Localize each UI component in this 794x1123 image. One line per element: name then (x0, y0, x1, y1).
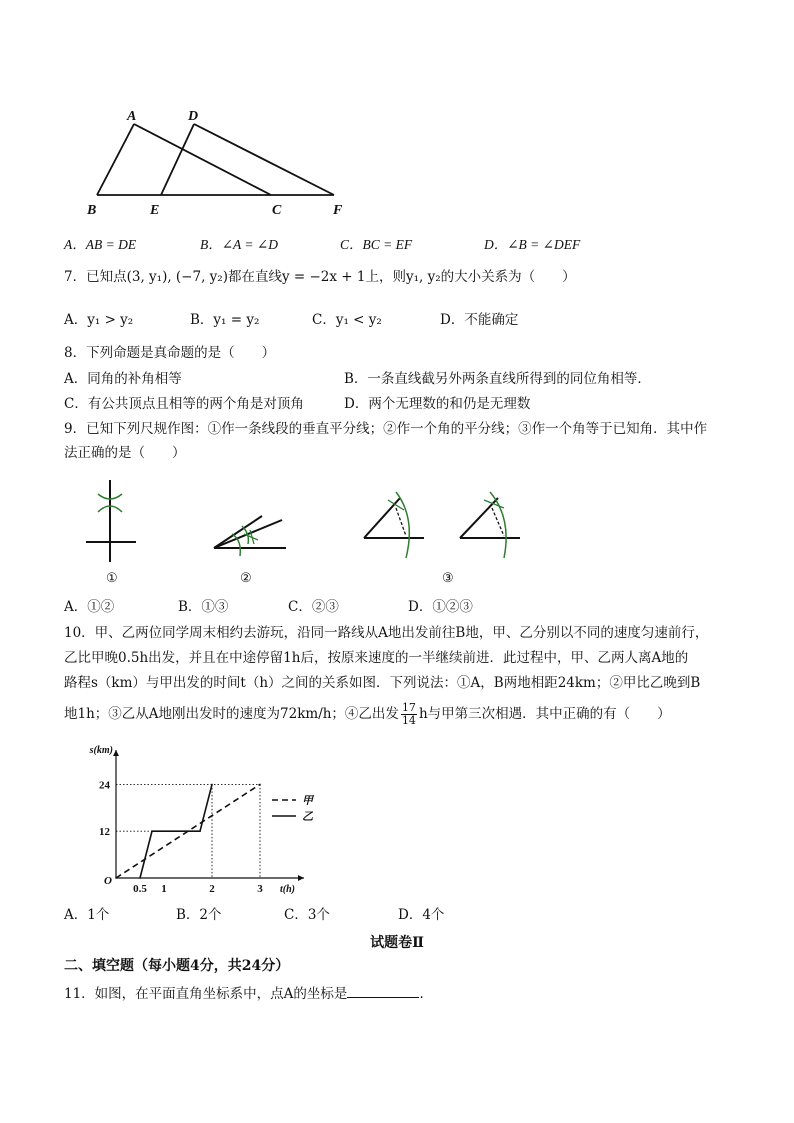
label-a: A (127, 109, 137, 124)
triangles-figure (84, 104, 354, 220)
q9-stem-line2: 法正确的是（ ） (64, 445, 186, 461)
q10-line4 (64, 702, 671, 727)
q8-option-a: A．同角的补角相等 (64, 371, 182, 387)
data-point (115, 877, 117, 879)
data-point (151, 830, 153, 832)
x-tick-label: 2 (209, 883, 215, 895)
origin-label: O (104, 875, 112, 887)
legend-label: 甲 (302, 795, 313, 807)
legend-label: 乙 (302, 811, 313, 823)
data-point (259, 784, 261, 786)
x-tick-label: 3 (257, 883, 263, 895)
q7-option-a: A．y₁ > y₂ (64, 312, 134, 328)
q11-stem (64, 983, 433, 1003)
x-tick-label: 0.5 (133, 883, 147, 895)
construction-label-3: ③ (442, 570, 454, 584)
y-tick-label: 24 (99, 779, 110, 792)
segment-df (194, 124, 334, 195)
q11-end: ． (419, 986, 433, 1002)
q8-option-d: D．两个无理数的和仍是无理数 (344, 396, 531, 412)
section-heading: 二、填空题（每小题4分，共24分） (64, 958, 290, 974)
construction-figure-2 (206, 494, 290, 584)
label-f: F (333, 203, 343, 218)
construction-label-1: ① (106, 570, 118, 584)
label-b: B (87, 203, 97, 218)
q10-frac-den: 14 (401, 714, 416, 727)
construction-label-2: ② (240, 570, 252, 584)
distance-time-chart (84, 742, 324, 898)
series-line-yi (140, 784, 212, 878)
data-point (199, 830, 201, 832)
q6-option-b: B．∠A = ∠D (200, 237, 278, 252)
q10-line4-post: h与甲第三次相遇．其中正确的有（ ） (418, 706, 671, 722)
label-e: E (150, 203, 160, 218)
q7-option-b: B．y₁ = y₂ (190, 312, 260, 328)
segment-ac (134, 124, 271, 195)
label-d: D (188, 109, 199, 124)
y-axis-label: s(km) (89, 745, 113, 756)
segment-ed (161, 124, 194, 195)
construction-figure-1 (80, 474, 150, 584)
q10-option-d: D．4个 (398, 907, 445, 923)
q8-option-b: B．一条直线截另外两条直线所得到的同位角相等． (344, 371, 651, 387)
q11-text: 11．如图，在平面直角坐标系中，点A的坐标是 (64, 986, 348, 1002)
q8-option-c: C．有公共顶点且相等的两个角是对顶角 (64, 396, 304, 412)
q6-option-a: A．AB = DE (64, 237, 137, 252)
q10-option-b: B．2个 (176, 907, 222, 923)
q9-option-d: D．①②③ (408, 599, 473, 615)
data-point (211, 784, 213, 786)
q10-frac-num: 17 (401, 701, 416, 714)
q6-option-c: C．BC = EF (340, 237, 413, 252)
q10-option-a: A．1个 (64, 907, 110, 923)
q7-option-d: D．不能确定 (440, 312, 519, 328)
q6-option-d: D．∠B = ∠DEF (484, 237, 581, 252)
q10-line4-pre: 地1h；③乙从A地刚出发时的速度为72km/h；④乙出发 (64, 706, 399, 722)
data-point (139, 877, 141, 879)
construction-figure-3 (358, 490, 538, 584)
q10-line1: 10．甲、乙两位同学周末相约去游玩，沿同一路线从A地出发前往B地，甲、乙分别以不同的速度匀速前行， (64, 625, 709, 641)
q10-line2: 乙比甲晚0.5h出发，并且在中途停留1h后，按原来速度的一半继续前进．此过程中，甲、乙两人离A地的 (64, 650, 689, 666)
q7-option-c: C．y₁ < y₂ (312, 312, 382, 328)
x-tick-label: 1 (161, 883, 167, 895)
q8-stem: 8．下列命题是真命题的是（ ） (64, 345, 276, 361)
segment-ab (97, 124, 134, 195)
x-axis-arrow (298, 875, 304, 881)
label-c: C (272, 203, 282, 218)
q9-option-c: C．②③ (288, 599, 339, 615)
y-tick-label: 12 (99, 826, 110, 839)
x-axis-label: t(h) (280, 884, 295, 895)
y-axis-arrow (113, 750, 119, 756)
q10-line3: 路程s（km）与甲出发的时间t（h）之间的关系如图．下列说法：①A，B两地相距24km；②甲比乙晚到B (64, 675, 701, 691)
q11-answer-blank[interactable] (347, 983, 419, 998)
q10-option-c: C．3个 (284, 907, 330, 923)
q7-stem: 7．已知点(3, y₁), (−7, y₂)都在直线y = −2x + 1上，则y₁, y₂的大小关系为（ ） (64, 269, 576, 285)
paper-part-title: 试题卷Ⅱ (370, 935, 424, 951)
q9-stem-line1: 9．已知下列尺规作图：①作一条线段的垂直平分线；②作一个角的平分线；③作一个角等于已知角．其中作 (64, 421, 708, 437)
q9-option-a: A．①② (64, 599, 115, 615)
q10-fraction (401, 702, 417, 727)
q9-option-b: B．①③ (178, 599, 229, 615)
